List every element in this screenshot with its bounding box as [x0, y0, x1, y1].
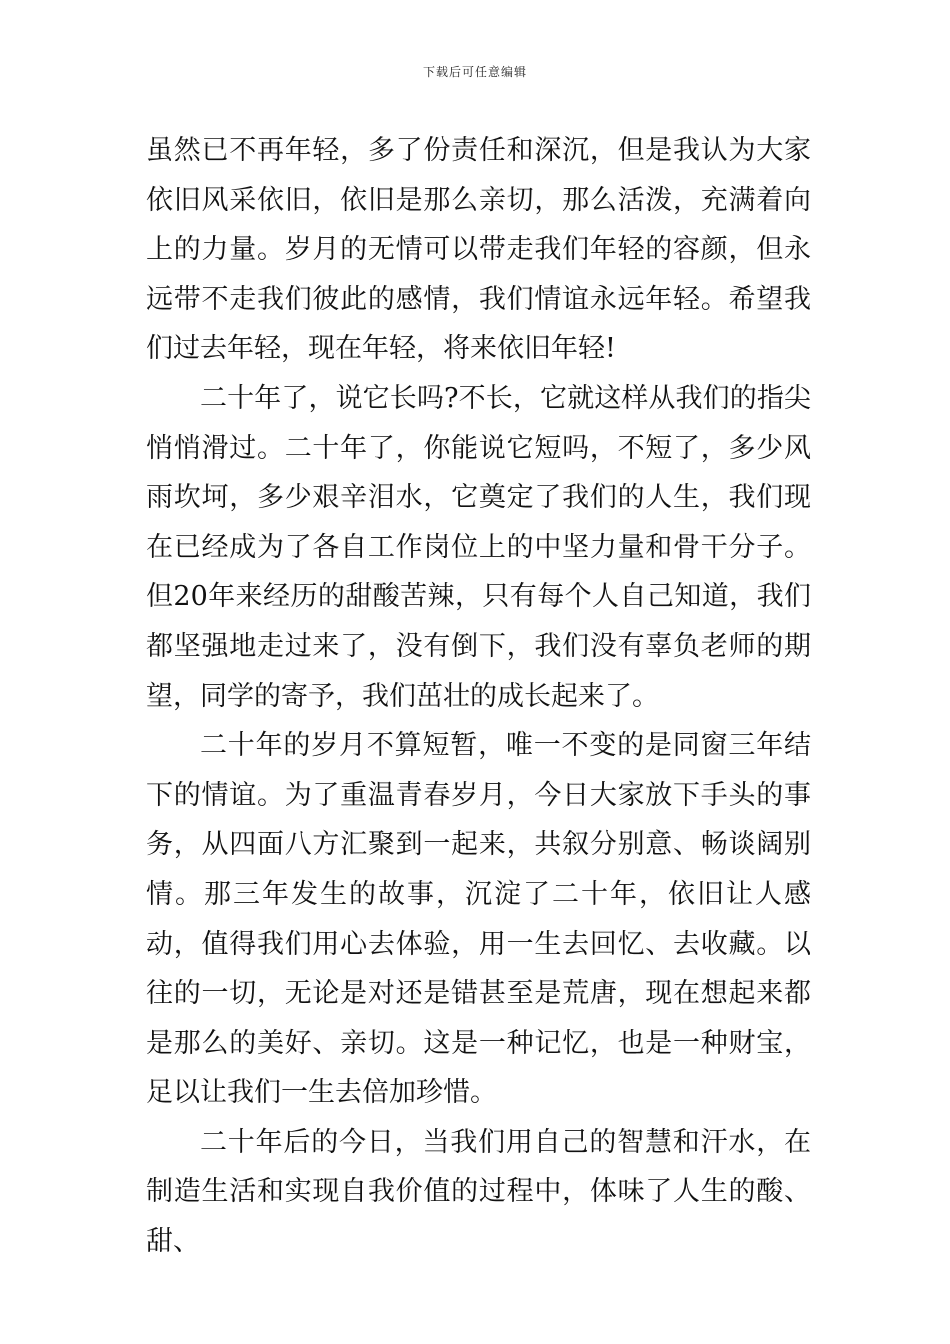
paragraph-1: 虽然已不再年轻，多了份责任和深沉，但是我认为大家依旧风采依旧，依旧是那么亲切，那么活泼，充满着向上的力量。岁月的无情可以带走我们年轻的容颜，但永远带不走我们彼此的感情，我们情谊永远年轻。希望我们过去年轻，现在年轻，将来依旧年轻! — [146, 135, 811, 365]
paragraph-2: 二十年了，说它长吗?不长，它就这样从我们的指尖悄悄滑过。二十年了，你能说它短吗，不短了，多少风雨坎坷，多少艰辛泪水，它奠定了我们的人生，我们现在已经成为了各自工作岗位上的中坚力量和骨干分子。但20年来经历的甜酸苦辣，只有每个人自己知道，我们都坚强地走过来了，没有倒下，我们没有辜负老师的期望，同学的寄予，我们茁壮的成长起来了。 — [146, 382, 811, 712]
page-header-note: 下载后可任意编辑 — [422, 65, 527, 79]
document-body — [146, 126, 811, 1267]
paragraph-4: 二十年后的今日，当我们用自己的智慧和汗水，在制造生活和实现自我价值的过程中，体味了人生的酸、甜、 — [146, 1126, 811, 1258]
paragraph-3: 二十年的岁月不算短暂，唯一不变的是同窗三年结下的情谊。为了重温青春岁月，今日大家放下手头的事务，从四面八方汇聚到一起来，共叙分别意、畅谈阔别情。那三年发生的故事，沉淀了二十年，依旧让人感动，值得我们用心去体验，用一生去回忆、去收藏。以往的一切，无论是对还是错甚至是荒唐，现在想起来都是那么的美好、亲切。这是一种记忆，也是一种财宝，足以让我们一生去倍加珍惜。 — [146, 730, 811, 1109]
